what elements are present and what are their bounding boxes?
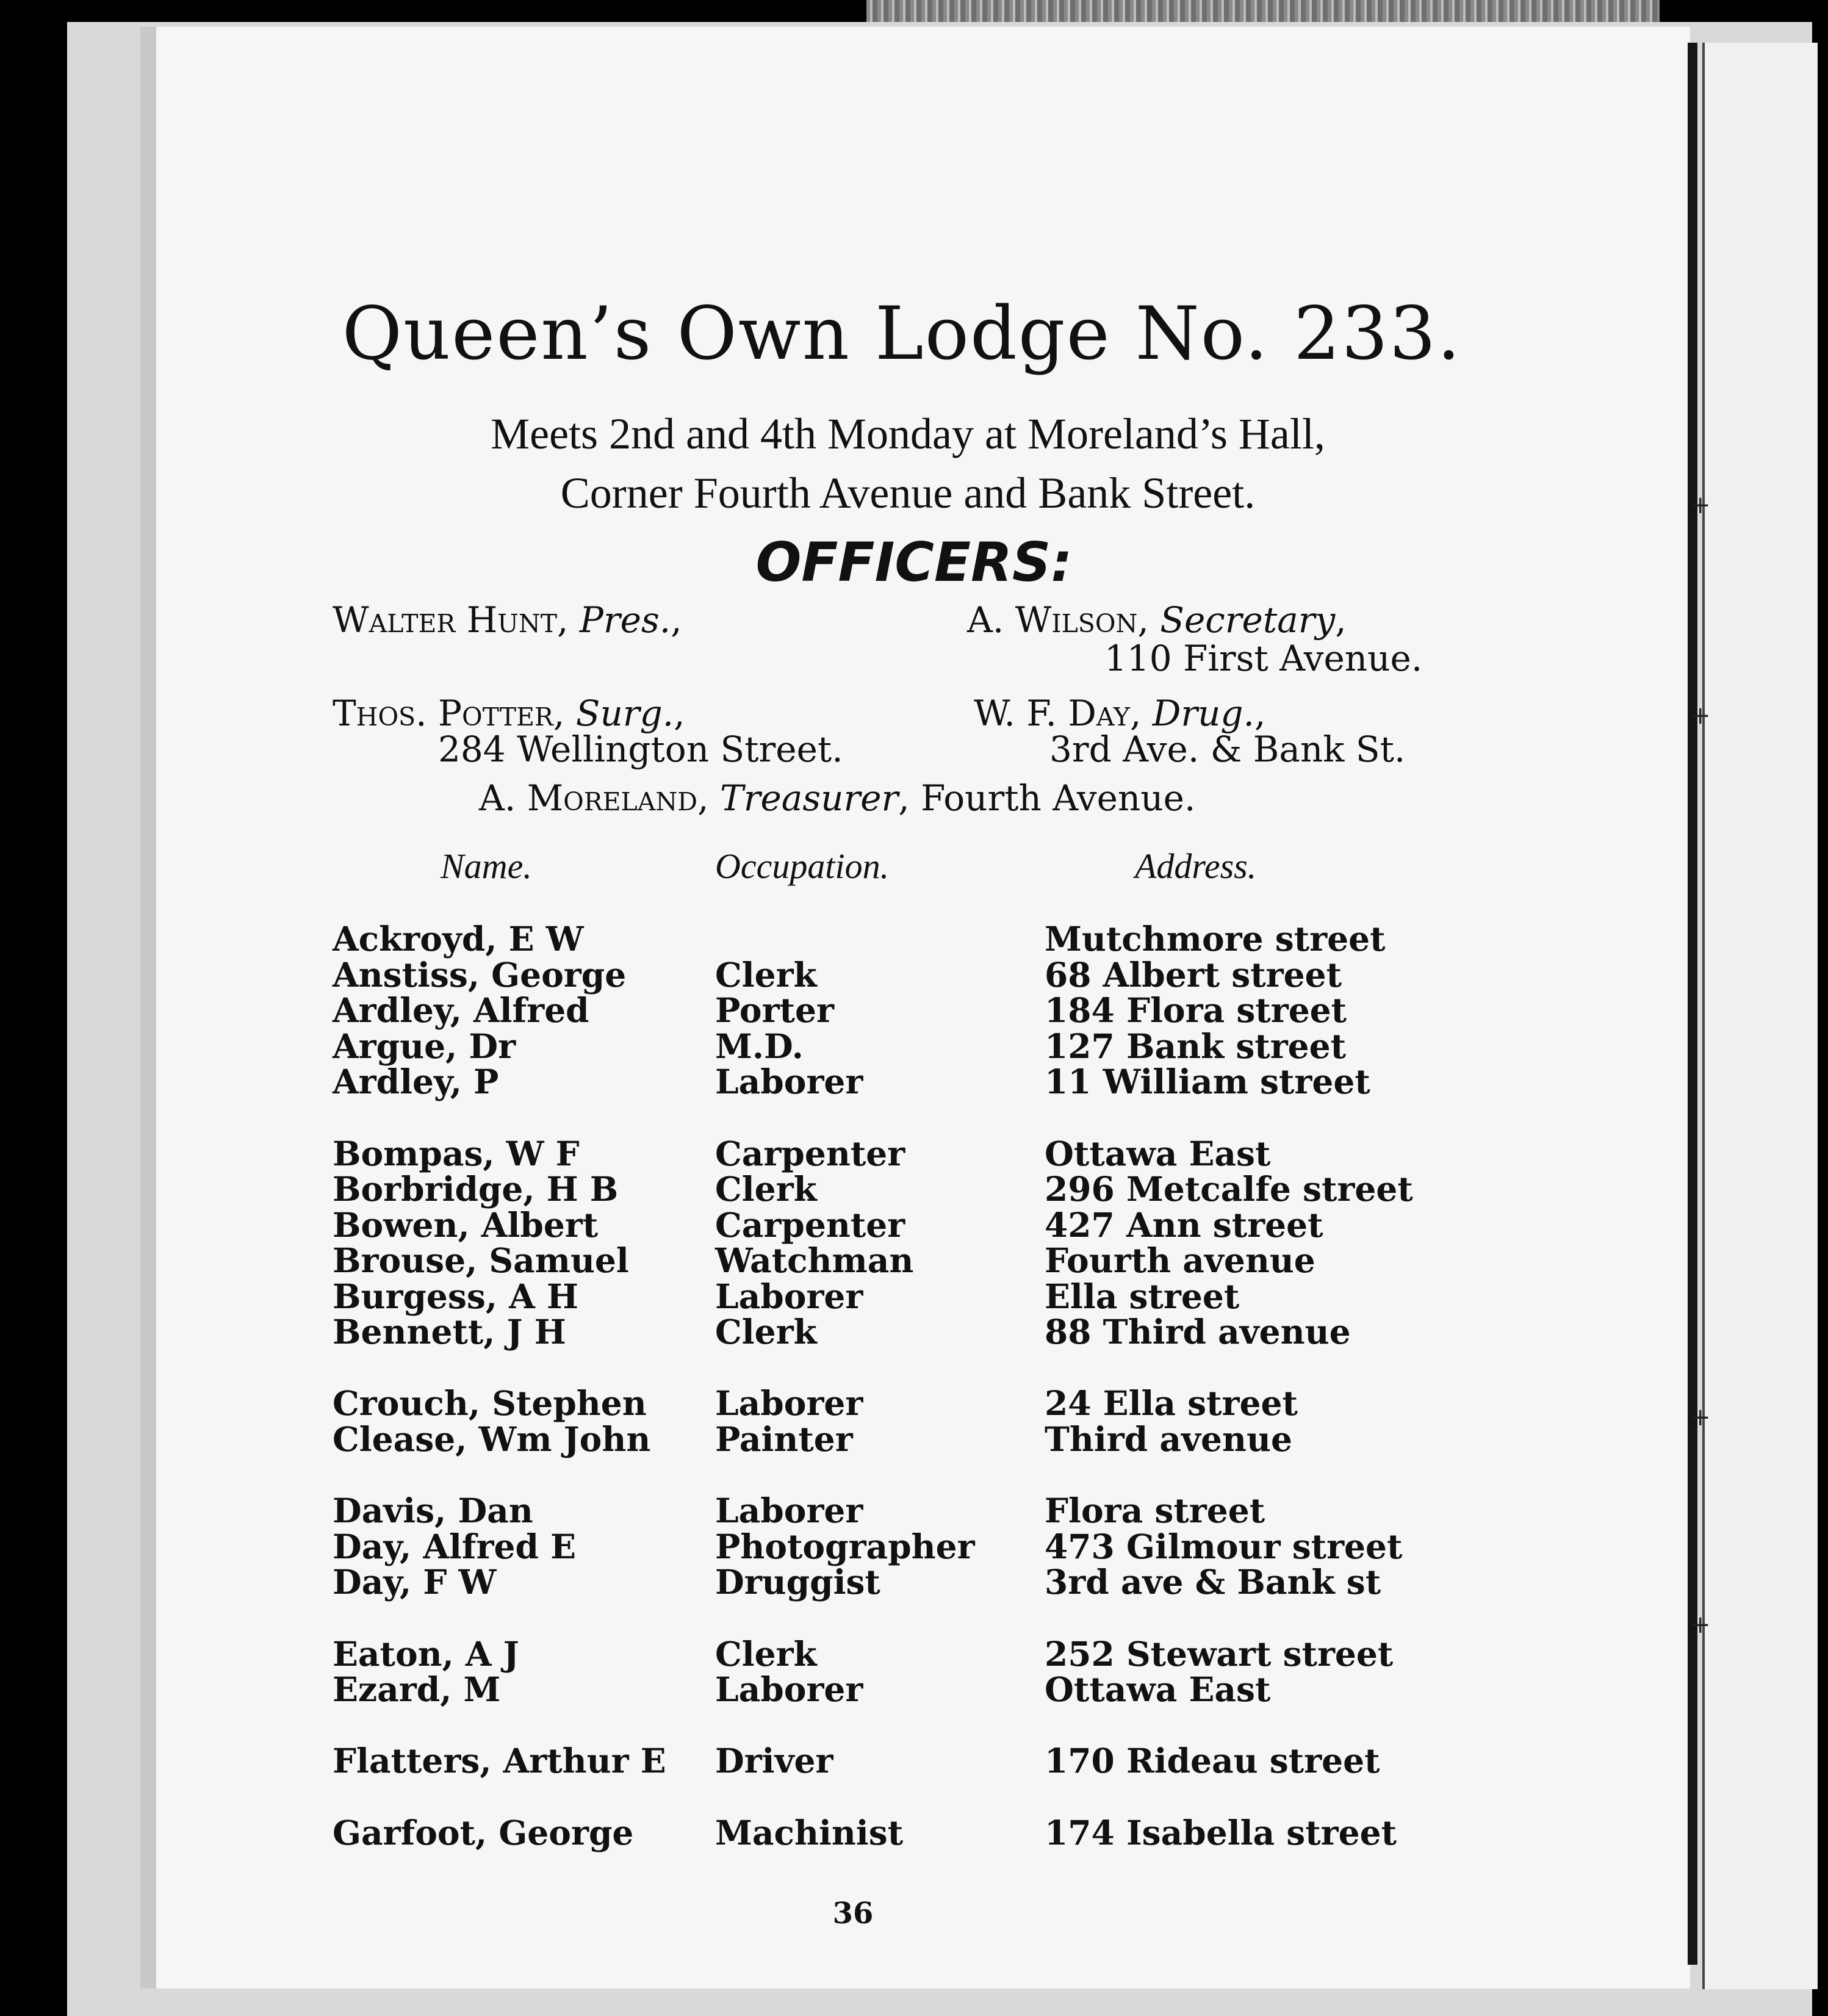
member-name: Ackroyd, E W <box>333 919 584 959</box>
member-row <box>0 1026 1828 1066</box>
member-occupation: Painter <box>715 1419 853 1459</box>
member-occupation: Clerk <box>715 955 817 995</box>
member-name: Bompas, W F <box>333 1134 580 1173</box>
member-occupation: Clerk <box>715 1312 817 1352</box>
member-row <box>0 1240 1828 1280</box>
member-row <box>0 1815 1828 1851</box>
meeting-line-2: Corner Fourth Avenue and Bank Street. <box>560 469 1256 517</box>
member-address: 174 Isabella street <box>1045 1813 1397 1852</box>
member-name: Ardley, P <box>333 1062 499 1101</box>
member-row <box>0 957 1828 993</box>
officer-secretary: A. Wilson, Secretary, <box>967 599 1347 641</box>
officer-role: Treasurer <box>720 777 899 819</box>
member-occupation: Porter <box>715 990 834 1030</box>
member-address: Mutchmore street <box>1045 919 1386 959</box>
member-occupation: Machinist <box>715 1813 904 1852</box>
member-address: Third avenue <box>1045 1419 1292 1459</box>
member-name: Bowen, Albert <box>333 1205 599 1245</box>
member-row <box>0 1205 1828 1245</box>
column-header-name: Name. <box>441 846 532 886</box>
column-header-address: Address. <box>1135 846 1257 886</box>
member-name: Crouch, Stephen <box>333 1383 647 1423</box>
page-number: 36 <box>832 1896 874 1931</box>
member-occupation: Druggist <box>715 1562 880 1602</box>
member-row <box>0 1314 1828 1350</box>
officer-role: Drug. <box>1152 693 1254 734</box>
member-address: Fourth avenue <box>1045 1240 1315 1280</box>
meeting-line-1: Meets 2nd and 4th Monday at Moreland’s Hall, <box>491 409 1325 458</box>
lodge-title: Queen’s Own Lodge No. 233. <box>342 292 1462 376</box>
officer-surgeon-address: 284 Wellington Street. <box>438 729 843 770</box>
member-occupation: M.D. <box>715 1026 804 1066</box>
member-row <box>0 1669 1828 1709</box>
member-name: Bennett, J H <box>333 1312 566 1352</box>
member-row <box>0 1743 1828 1779</box>
gutter-mark: + <box>1690 491 1711 519</box>
member-row <box>0 1276 1828 1316</box>
gutter-mark: + <box>1690 1611 1711 1639</box>
officer-druggist: W. F. Day, Drug., <box>974 693 1266 734</box>
member-occupation: Laborer <box>715 1276 863 1316</box>
member-address: Ottawa East <box>1045 1134 1271 1173</box>
officer-secretary-address: 110 First Avenue. <box>1104 638 1423 679</box>
member-address: 473 Gilmour street <box>1045 1527 1403 1566</box>
member-row <box>0 1564 1828 1600</box>
member-occupation: Clerk <box>715 1634 817 1674</box>
member-name: Flatters, Arthur E <box>333 1741 666 1780</box>
member-occupation: Carpenter <box>715 1205 905 1245</box>
member-occupation: Carpenter <box>715 1134 905 1173</box>
member-address: 170 Rideau street <box>1045 1741 1380 1780</box>
member-row <box>0 1529 1828 1564</box>
member-name: Davis, Dan <box>333 1491 533 1530</box>
officer-name: A. Wilson <box>967 599 1138 641</box>
member-address: 252 Stewart street <box>1045 1634 1394 1674</box>
member-occupation: Laborer <box>715 1669 863 1709</box>
member-name: Day, Alfred E <box>333 1527 577 1566</box>
member-address: 427 Ann street <box>1045 1205 1323 1245</box>
member-name: Ardley, Alfred <box>333 990 589 1030</box>
member-name: Garfoot, George <box>333 1813 634 1852</box>
member-address: Ottawa East <box>1045 1669 1271 1709</box>
member-row <box>0 1493 1828 1528</box>
member-name: Burgess, A H <box>333 1276 578 1316</box>
member-address: 3rd ave & Bank st <box>1045 1562 1381 1602</box>
officer-treasurer: A. Moreland, Treasurer, Fourth Avenue. <box>479 777 1196 819</box>
officer-role: Pres. <box>579 599 671 641</box>
officer-president: Walter Hunt, Pres., <box>333 599 682 641</box>
member-name: Anstiss, George <box>333 955 627 995</box>
member-name: Ezard, M <box>333 1669 501 1709</box>
member-occupation: Laborer <box>715 1383 863 1423</box>
member-row <box>0 1169 1828 1209</box>
member-name: Day, F W <box>333 1562 497 1602</box>
officer-role: Surg. <box>575 693 674 734</box>
member-address: 24 Ella street <box>1045 1383 1298 1423</box>
member-row <box>0 1419 1828 1459</box>
member-address: 127 Bank street <box>1045 1026 1347 1066</box>
officer-name: Walter Hunt <box>333 599 558 641</box>
member-row <box>0 1383 1828 1423</box>
member-occupation: Laborer <box>715 1062 863 1101</box>
member-row <box>0 1136 1828 1172</box>
officer-name: W. F. Day <box>974 693 1130 734</box>
member-occupation: Photographer <box>715 1527 975 1566</box>
gutter-mark: + <box>1690 1403 1711 1431</box>
member-address: 184 Flora street <box>1045 990 1347 1030</box>
member-occupation: Laborer <box>715 1491 863 1530</box>
officer-name: Thos. Potter <box>333 693 553 734</box>
officer-address: Fourth Avenue. <box>921 777 1196 819</box>
gutter-mark: + <box>1690 702 1711 730</box>
member-name: Eaton, A J <box>333 1634 519 1674</box>
member-address: 88 Third avenue <box>1045 1312 1351 1352</box>
member-address: Flora street <box>1045 1491 1265 1530</box>
member-occupation: Clerk <box>715 1169 817 1209</box>
member-row <box>0 990 1828 1030</box>
member-row <box>0 1064 1828 1100</box>
officers-heading: OFFICERS: <box>755 531 1073 594</box>
member-name: Brouse, Samuel <box>333 1240 629 1280</box>
member-occupation: Driver <box>715 1741 833 1780</box>
scan-background-strip <box>866 0 1660 22</box>
member-row <box>0 1636 1828 1672</box>
officer-surgeon: Thos. Potter, Surg., <box>333 693 685 734</box>
member-address: 296 Metcalfe street <box>1045 1169 1413 1209</box>
member-address: 11 William street <box>1045 1062 1370 1101</box>
member-row <box>0 921 1828 957</box>
member-name: Borbridge, H B <box>333 1169 619 1209</box>
member-address: 68 Albert street <box>1045 955 1342 995</box>
member-name: Argue, Dr <box>333 1026 516 1066</box>
member-address: Ella street <box>1045 1276 1240 1316</box>
officer-druggist-address: 3rd Ave. & Bank St. <box>1049 729 1406 770</box>
officer-name: A. Moreland <box>479 777 698 819</box>
column-header-occupation: Occupation. <box>715 846 890 886</box>
officer-role: Secretary <box>1160 599 1336 641</box>
member-occupation: Watchman <box>715 1240 914 1280</box>
member-name: Clease, Wm John <box>333 1419 651 1459</box>
